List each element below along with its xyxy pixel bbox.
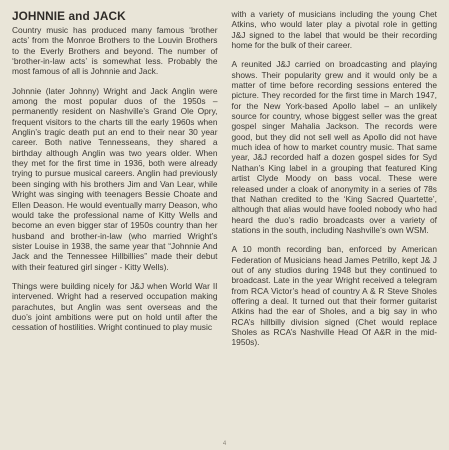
paragraph: Things were building nicely for J&J when World War II intervened. Wright had a reserved occupation making parachutes, but Anglin was sent overseas and the duo’s joint ambitions were put on hold until after the cessation of hostilities. Wright continued to play music (12, 280, 218, 333)
paragraph: Country music has produced many famous ‘brother acts’ from the Monroe Brothers to the Louvin Brothers to the Everly Brothers and beyond. The number of ‘brother-in-law acts’ is somewhat less. Probably the most famous of all is Johnnie and Jack. (12, 25, 218, 77)
paragraph: A 10 month recording ban, enforced by American Federation of Musicians head James Petrillo, kept J& J out of any studios during 1948 but they continued to broadcast. Late in the year Wright received a telegram from RCA Victor’s head of country A & R Steve Sholes offering a deal. It turned out that their former guitarist Atkins had the ear of Sholes, and a big say in who RCA’s hillbilly division signed (Chet would replace Sholes as RCA’s Nashville Head Of A&R in the mid-1950s). (231, 244, 437, 348)
left-column (12, 10, 220, 450)
article-title: JOHNNIE and JACK (12, 9, 126, 23)
paragraph: Johnnie (later Johnny) Wright and Jack Anglin were among the most popular duos of the 1950s – permanently resident on Nashville’s Grand Ole Opry, frequent visitors to the charts till the early 1960s when Anglin’s tragic death put an end to their near 30 year career. Both native Tennesseans, they shared a birthday although Anglin was two years older. When they met for the first time in 1936, both were already trying to pursue musical careers. Anglin had previously been singing with his brothers Jim and Van Lear, while Wright was singing with teenagers Bessie Choate and Ellen Deason. He would eventually marry Deason, who would take the professional name of Kitty Wells and become an even bigger star of 1950s country than her husband and brother-in-law (who married Wright’s sister Louise in 1938, the same year that “Johnnie And Jack and the Tennessee Hillbillies” made their debut with their featured girl singer - Kitty Wells). (12, 85, 218, 272)
right-column (232, 9, 438, 450)
paragraph: A reunited J&J carried on broadcasting and playing shows. Their popularity grew and it would only be a matter of time before recording sessions entered the picture. They recorded for the first time in March 1947, for the New York-based Apollo label – an unlikely source for country, whose biggest seller was the great gospel singer Mahalia Jackson. The records were good, but they did not sell well as Apollo did not have much idea of how to market country music. That same year, J&J recorded half a dozen gospel sides for Syd Nathan’s King label in a grouping that featured King artist Clyde Moody on bass vocal. These were released under a cloak of anonymity in a series of 78s that Nathan credited to the ‘King Sacred Quartette’, although that alias would have fooled nobody who had heard the duo’s radio broadcasts over a variety of stations in the south, including Nashville’s own WSM. (231, 59, 437, 235)
paragraph: with a variety of musicians including the young Chet Atkins, who would later play a pivotal role in getting J&J signed to the label that would be their recording home for the bulk of their career. (231, 9, 437, 51)
page-number: 4 (222, 441, 227, 447)
